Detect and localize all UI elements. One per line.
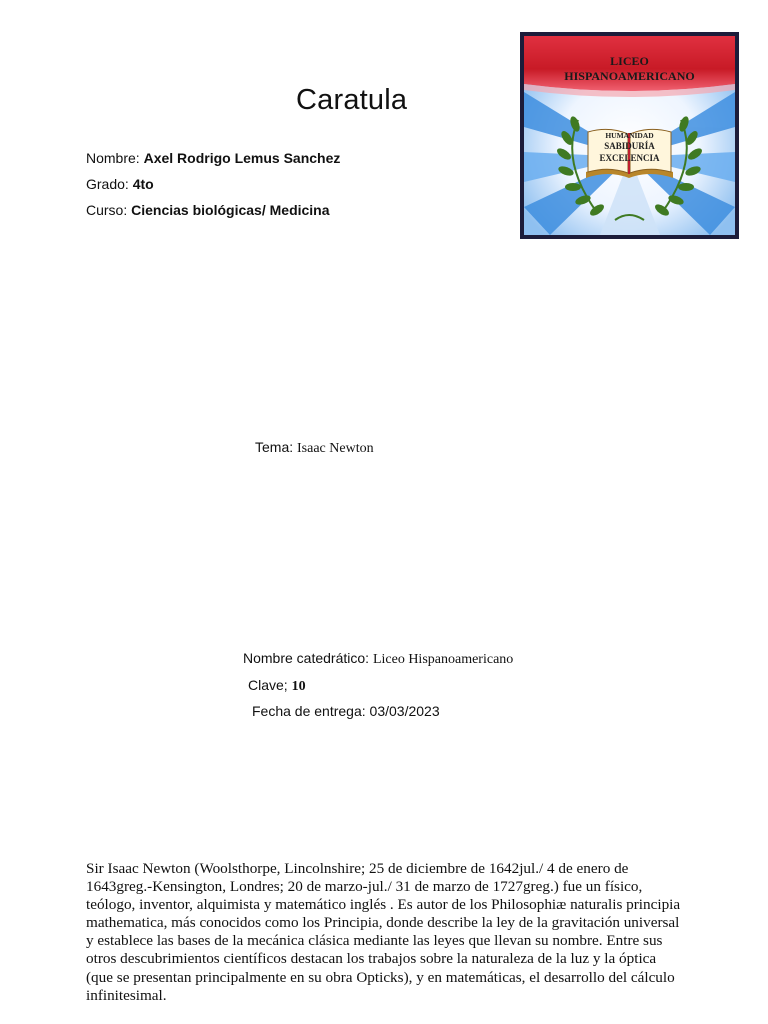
logo-title-line1: LICEO: [610, 54, 649, 68]
student-name-line: [86, 150, 340, 166]
student-grade-line: [86, 176, 154, 192]
student-grade-label: Grado:: [86, 176, 133, 192]
logo-motto-3: EXCELENCIA: [599, 153, 660, 163]
logo-motto-1: HUMANIDAD: [605, 131, 654, 140]
teacher-line: [243, 650, 513, 668]
logo-motto-2: SABIDURÍA: [604, 141, 655, 151]
date-label: Fecha de entrega:: [252, 703, 370, 719]
key-value: 10: [291, 679, 306, 694]
key-line: [248, 677, 306, 695]
student-course-line: [86, 202, 330, 218]
topic-label: Tema:: [255, 439, 298, 455]
topic-line: [255, 439, 374, 457]
school-logo: [520, 32, 739, 239]
logo-title-line2: HISPANOAMERICANO: [564, 69, 695, 83]
page-title: Caratula: [296, 84, 408, 116]
student-name-label: Nombre:: [86, 150, 144, 166]
student-name-value: Axel Rodrigo Lemus Sanchez: [143, 150, 341, 166]
date-value: 03/03/2023: [369, 703, 440, 719]
newton-biography-paragraph: Sir Isaac Newton (Woolsthorpe, Lincolnshire; 25 de diciembre de 1642jul./ 4 de enero de 1643greg.-Kensington, Londres; 20 de marzo-jul./ 31 de marzo de 1727greg.) fue un físico, teólogo, inventor, alquimista y matemático inglés . Es autor de los Philosophiæ naturalis principia mathematica, más conocidos como los Principia, donde describe la ley de la gravitación universal y establece las bases de la mecánica clásica mediante las leyes que llevan su nombre. Entre sus otros descubrimientos científicos destacan los trabajos sobre la naturaleza de la luz y la óptica (que se presentan principalmente en su obra Opticks), y en matemáticas, el desarrollo del cálculo infinitesimal.: [86, 860, 681, 1004]
date-line: [252, 703, 440, 719]
teacher-label: Nombre catedrático:: [243, 650, 373, 666]
topic-value: Isaac Newton: [297, 441, 374, 456]
student-course-label: Curso:: [86, 202, 132, 218]
student-course-value: Ciencias biológicas/ Medicina: [131, 202, 330, 218]
key-label: Clave;: [248, 677, 292, 693]
teacher-value: Liceo Hispanoamericano: [372, 652, 514, 667]
student-grade-value: 4to: [132, 176, 154, 192]
